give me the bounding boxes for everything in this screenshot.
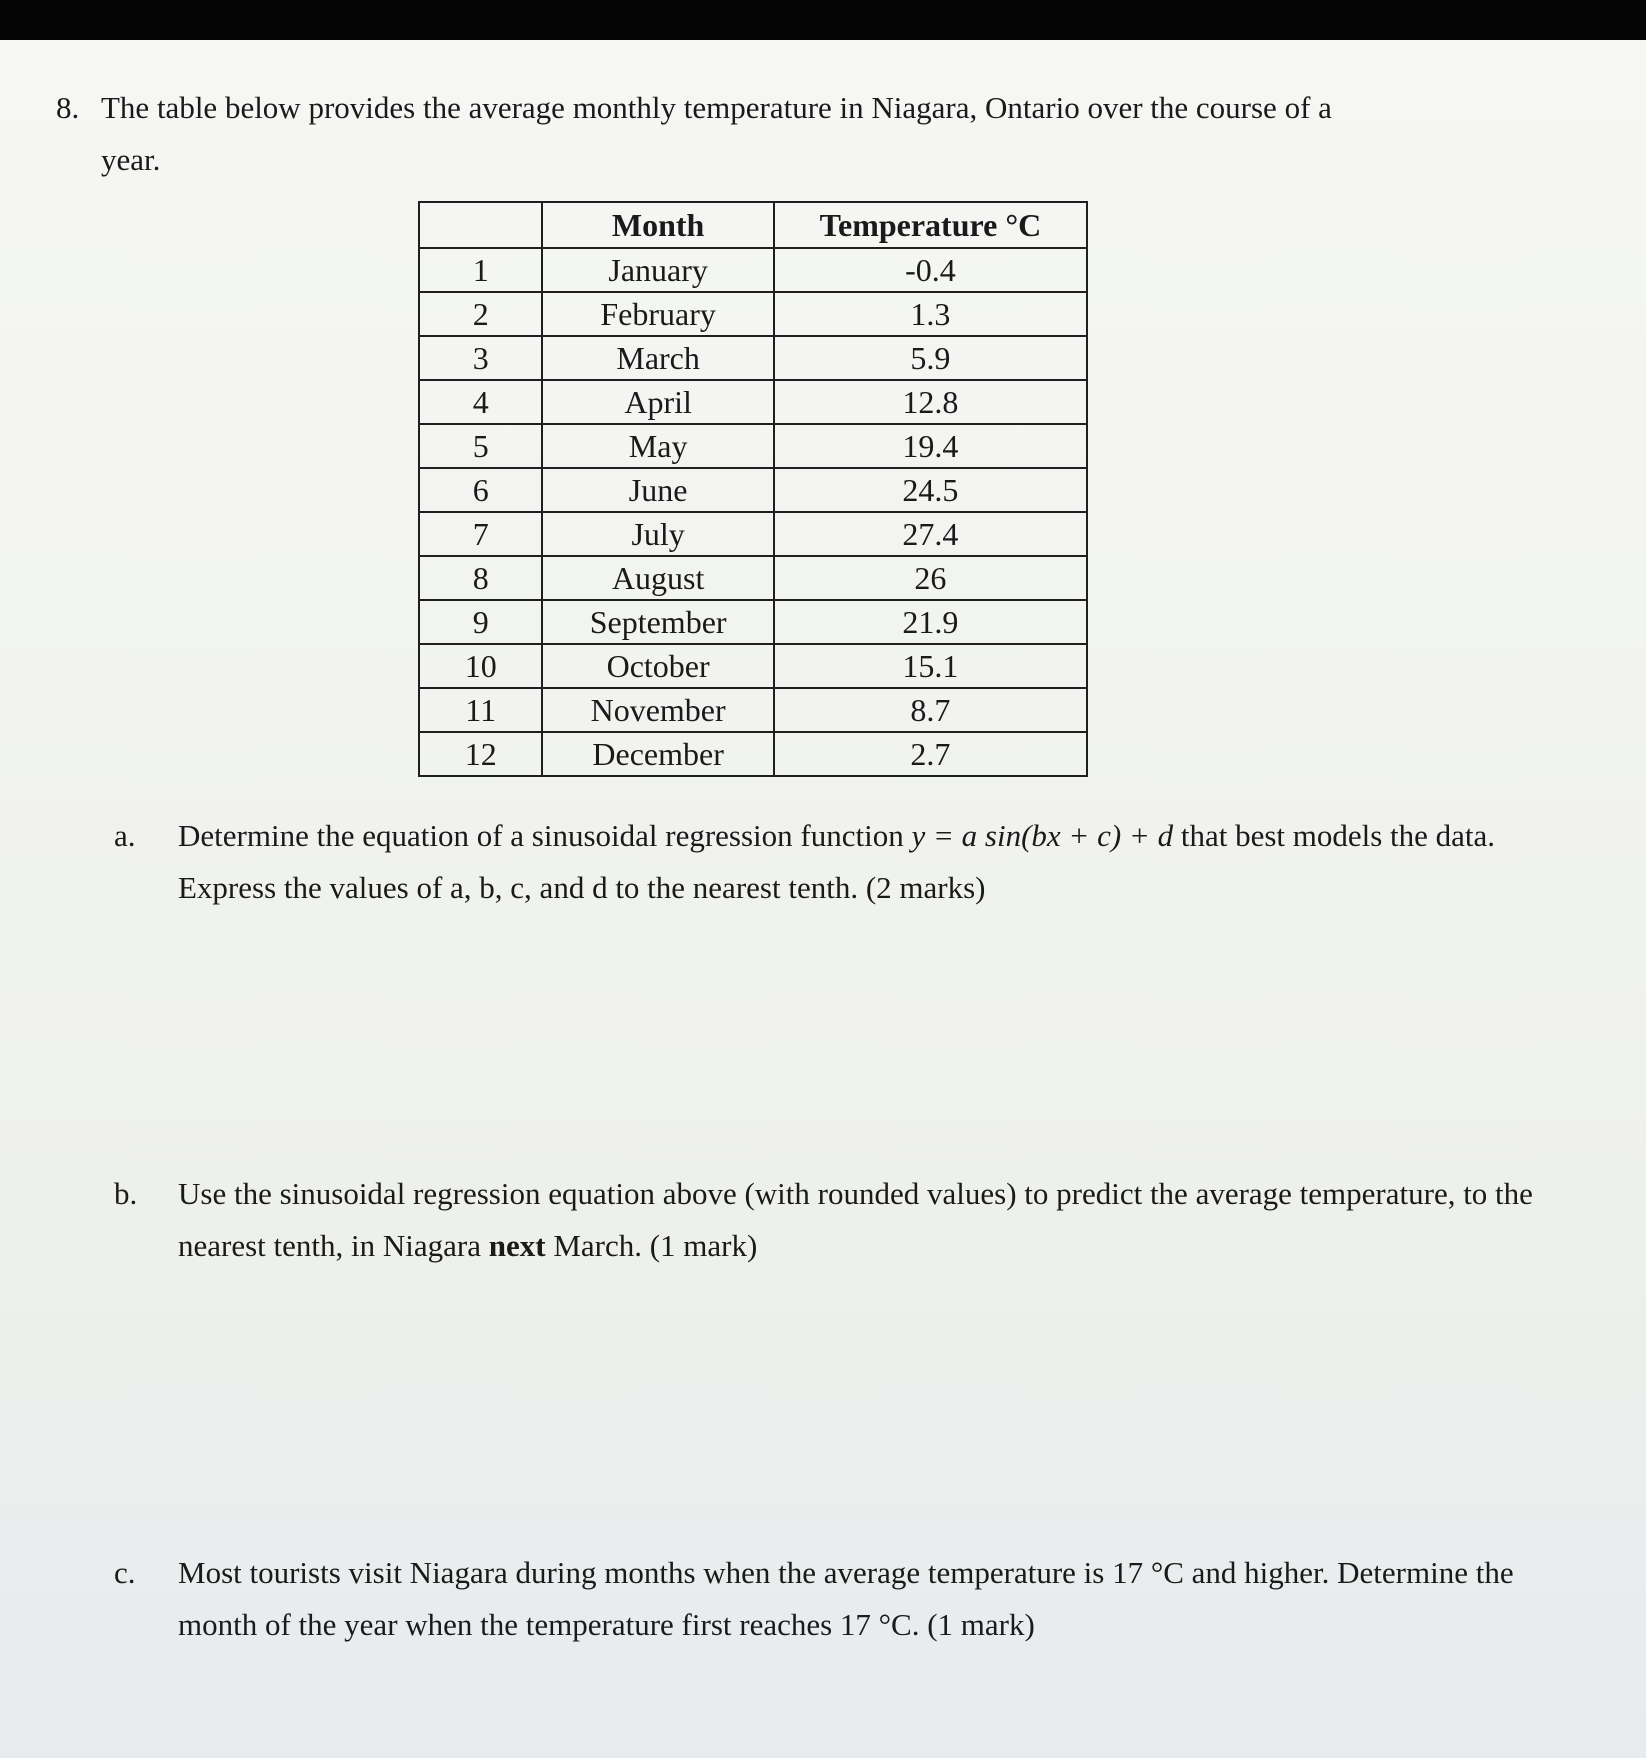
row-temp: 21.9 <box>774 600 1087 644</box>
table-row <box>419 732 1087 776</box>
table-row <box>419 688 1087 732</box>
row-index: 2 <box>419 292 542 336</box>
part-b-text <box>178 1168 1534 1272</box>
question-number: 8. <box>56 90 80 125</box>
row-month: July <box>542 512 773 556</box>
question-text-line1: The table below provides the average monthly temperature in Niagara, Ontario over the course of a <box>101 90 1332 125</box>
row-temp: 8.7 <box>774 688 1087 732</box>
row-temp: 19.4 <box>774 424 1087 468</box>
row-index: 1 <box>419 248 542 292</box>
table-row <box>419 248 1087 292</box>
row-month: September <box>542 600 773 644</box>
row-temp: -0.4 <box>774 248 1087 292</box>
table-row <box>419 380 1087 424</box>
row-index: 9 <box>419 600 542 644</box>
row-month: October <box>542 644 773 688</box>
row-index: 6 <box>419 468 542 512</box>
row-index: 11 <box>419 688 542 732</box>
header-temperature: Temperature °C <box>774 202 1087 248</box>
row-index: 5 <box>419 424 542 468</box>
row-index: 4 <box>419 380 542 424</box>
row-index: 7 <box>419 512 542 556</box>
top-black-bar <box>0 0 1646 40</box>
row-month: May <box>542 424 773 468</box>
part-a-label: a. <box>114 818 136 853</box>
row-month: August <box>542 556 773 600</box>
row-temp: 12.8 <box>774 380 1087 424</box>
table-row <box>419 468 1087 512</box>
row-temp: 5.9 <box>774 336 1087 380</box>
question-header <box>56 82 1516 186</box>
table-row <box>419 336 1087 380</box>
table-row <box>419 556 1087 600</box>
row-temp: 26 <box>774 556 1087 600</box>
row-month: April <box>542 380 773 424</box>
part-b-text-before: Use the sinusoidal regression equation above (with rounded values) to predict the average temperature, to the nearest tenth, in Niagara <box>178 1176 1533 1263</box>
part-b <box>114 1168 1534 1272</box>
part-a-text-before: Determine the equation of a sinusoidal regression function <box>178 818 904 853</box>
row-month: November <box>542 688 773 732</box>
row-month: December <box>542 732 773 776</box>
row-month: January <box>542 248 773 292</box>
temperature-table <box>418 201 1088 777</box>
question-text-line2: year. <box>101 142 161 177</box>
worksheet-page <box>0 40 1646 1758</box>
row-month: February <box>542 292 773 336</box>
table-row <box>419 644 1087 688</box>
table-header-row <box>419 202 1087 248</box>
part-b-text-after: March. (1 mark) <box>553 1228 758 1263</box>
header-month: Month <box>542 202 773 248</box>
header-index <box>419 202 542 248</box>
part-a <box>114 810 1534 914</box>
part-b-label: b. <box>114 1176 138 1211</box>
part-a-text-after: that best models the data. Express the values of a, b, c, and d to the nearest tenth. (2 marks) <box>178 818 1496 905</box>
row-index: 10 <box>419 644 542 688</box>
row-temp: 24.5 <box>774 468 1087 512</box>
row-month: June <box>542 468 773 512</box>
part-a-equation: y = a sin(bx + c) + d <box>911 818 1174 853</box>
row-index: 8 <box>419 556 542 600</box>
table-row <box>419 292 1087 336</box>
row-month: March <box>542 336 773 380</box>
row-index: 12 <box>419 732 542 776</box>
part-c <box>114 1547 1534 1651</box>
row-temp: 1.3 <box>774 292 1087 336</box>
part-c-text: Most tourists visit Niagara during months when the average temperature is 17 °C and higher. Determine the month of the year when the temperature first reaches 17 °C. (1 mark) <box>178 1555 1514 1642</box>
part-b-emphasis: next <box>488 1228 546 1263</box>
part-a-text <box>178 810 1534 914</box>
table-row <box>419 512 1087 556</box>
table-row <box>419 600 1087 644</box>
row-temp: 2.7 <box>774 732 1087 776</box>
table-row <box>419 424 1087 468</box>
part-c-label: c. <box>114 1555 136 1590</box>
row-index: 3 <box>419 336 542 380</box>
row-temp: 27.4 <box>774 512 1087 556</box>
row-temp: 15.1 <box>774 644 1087 688</box>
